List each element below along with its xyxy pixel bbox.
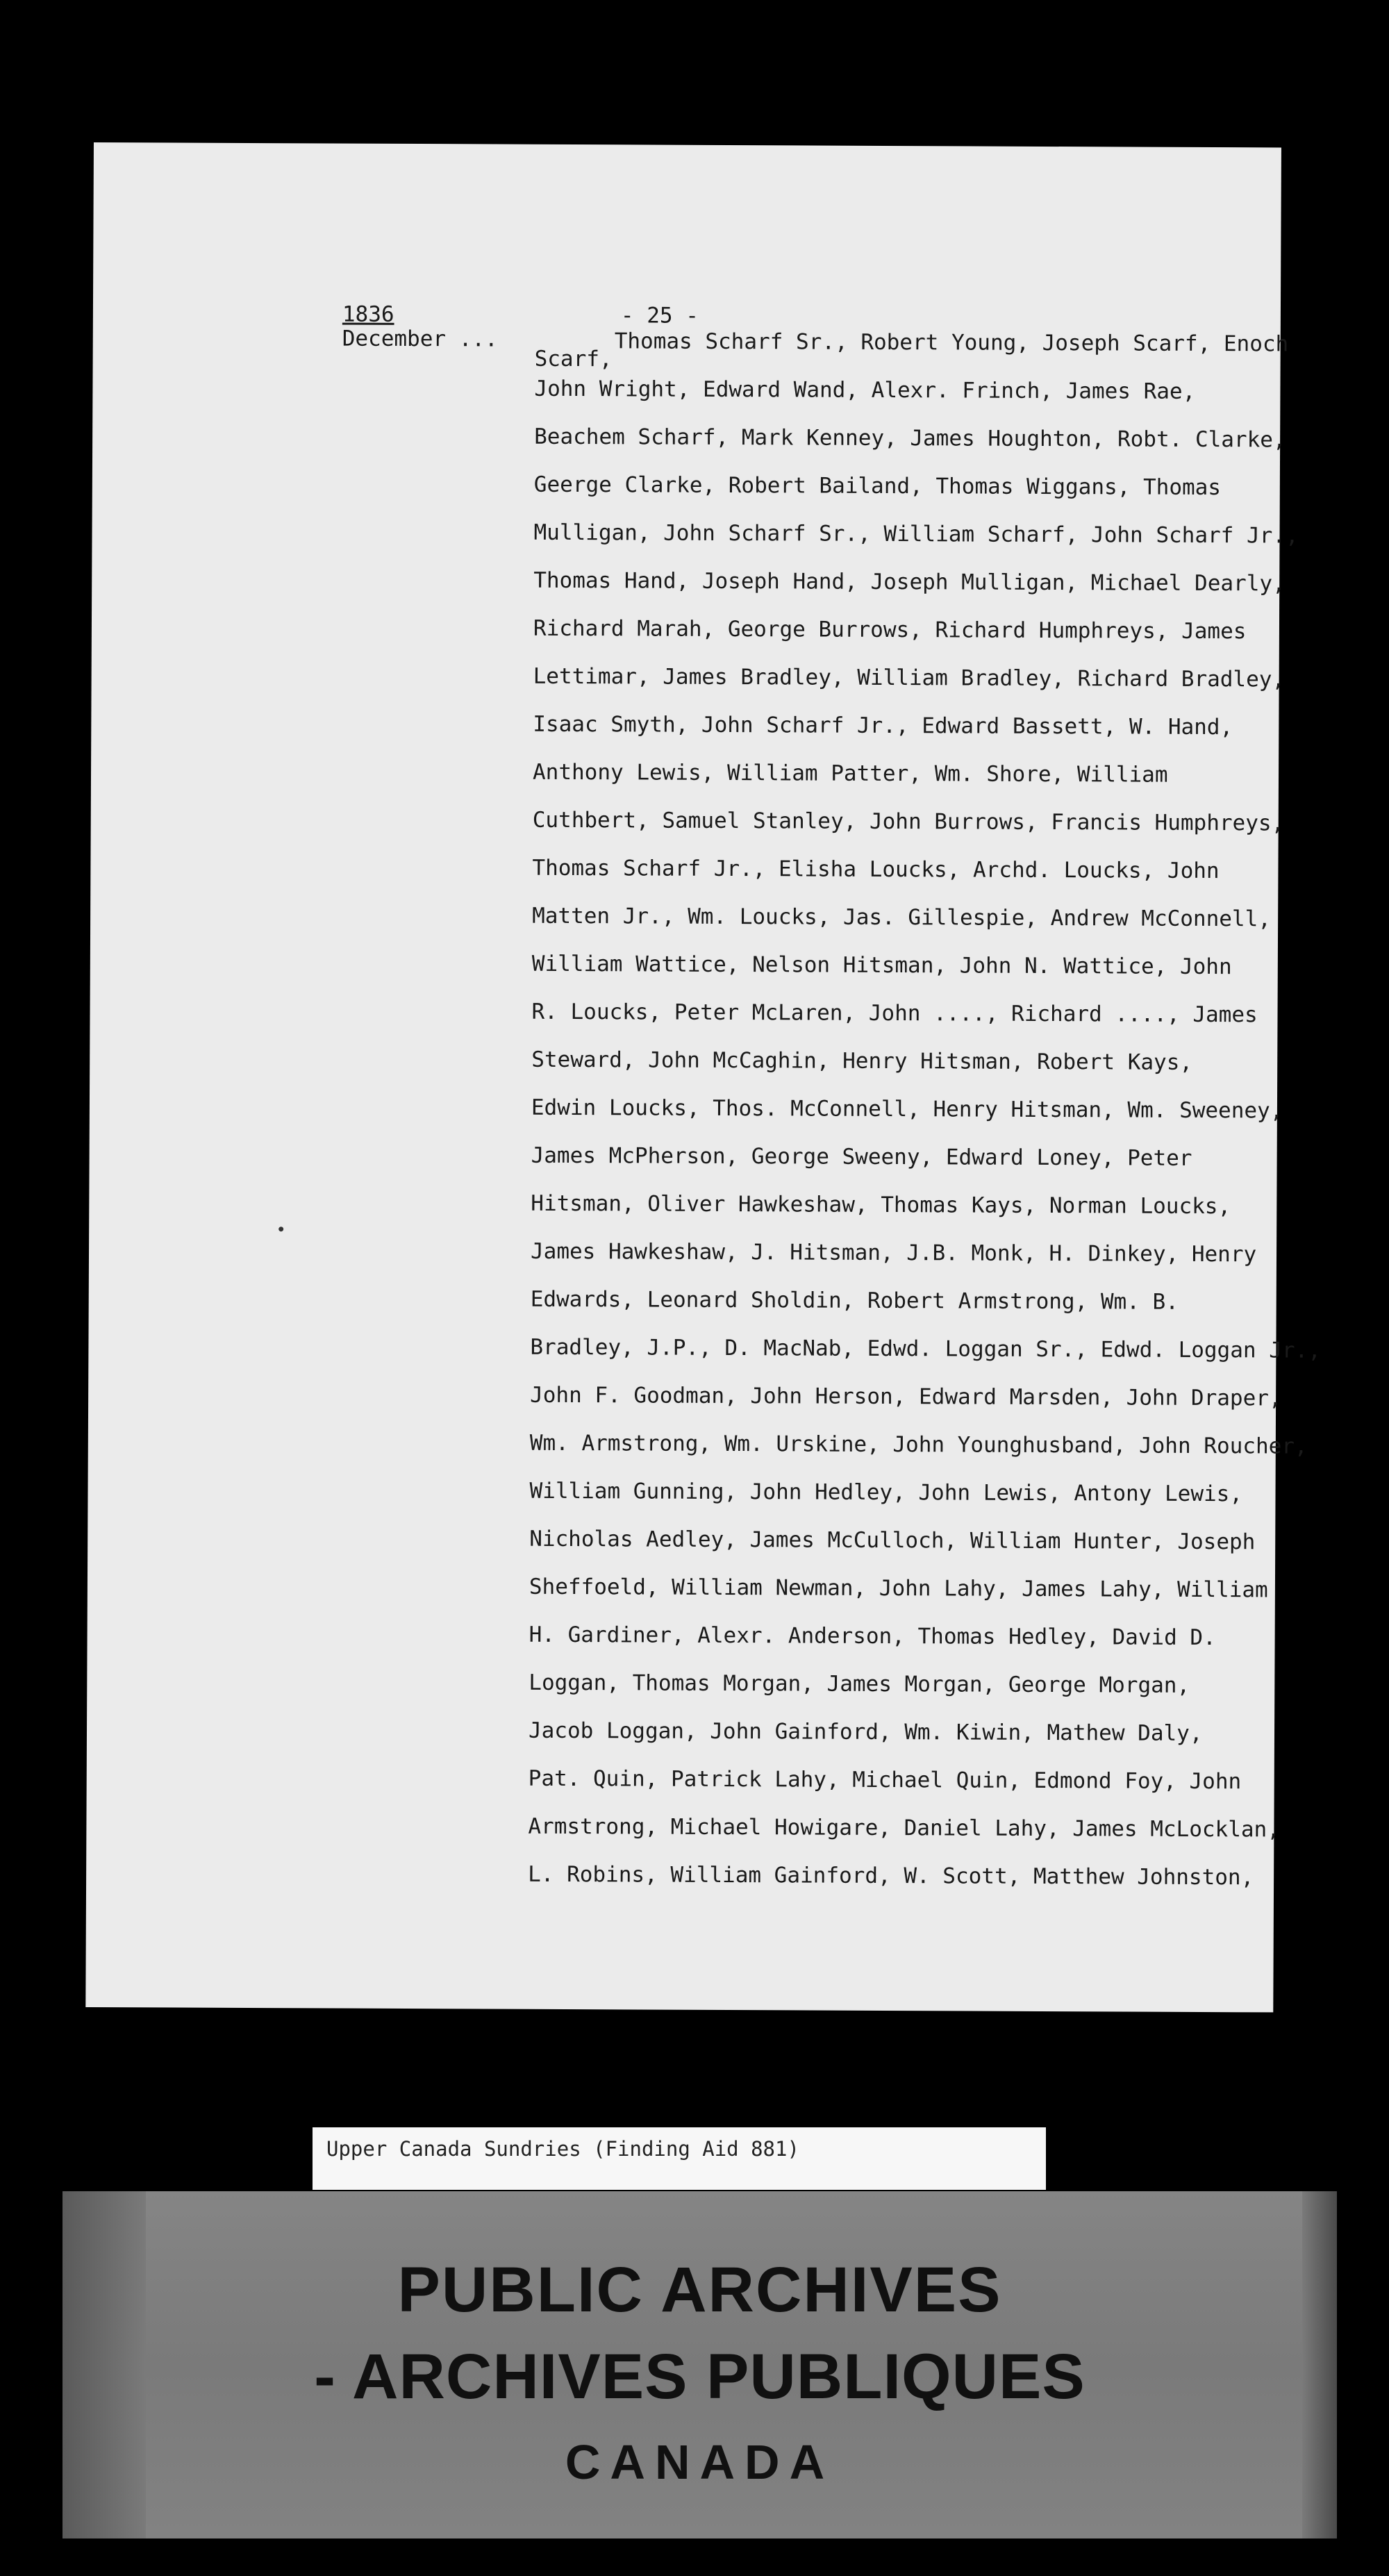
body-line: Jacob Loggan, John Gainford, Wm. Kiwin, Mathew Daly, <box>528 1718 1203 1746</box>
finding-aid-label: Upper Canada Sundries (Finding Aid 881) <box>313 2127 1046 2190</box>
month-heading: December ... <box>342 326 498 352</box>
year-heading: 1836 <box>342 301 394 327</box>
body-line: Loggan, Thomas Morgan, James Morgan, George Morgan, <box>529 1670 1190 1698</box>
body-line: Lettimar, James Bradley, William Bradley, Richard Bradley, <box>533 663 1286 692</box>
body-line: Edwards, Leonard Sholdin, Robert Armstrong, Wm. B. <box>530 1286 1179 1315</box>
body-line: James McPherson, George Sweeny, Edward Loney, Peter <box>531 1142 1192 1171</box>
name-list-body <box>528 329 1321 1891</box>
page-number: - 25 - <box>620 303 699 329</box>
body-line: Thomas Hand, Joseph Hand, Joseph Mulligan, Michael Dearly, <box>533 567 1286 597</box>
document-page <box>85 142 1321 2012</box>
body-line: Pat. Quin, Patrick Lahy, Michael Quin, Edmond Foy, John <box>528 1765 1242 1795</box>
body-line: Anthony Lewis, William Patter, Wm. Shore, William <box>532 759 1168 788</box>
body-line: Thomas Scharf Jr., Elisha Loucks, Archd. Loucks, John <box>532 855 1220 884</box>
body-line: William Wattice, Nelson Hitsman, John N. Wattice, John <box>531 951 1232 980</box>
body-line: James Hawkeshaw, J. Hitsman, J.B. Monk, H. Dinkey, Henry <box>530 1238 1257 1268</box>
body-line: Steward, John McCaghin, Henry Hitsman, Robert Kays, <box>531 1047 1193 1075</box>
body-line: William Gunning, John Hedley, John Lewis, Antony Lewis, <box>529 1478 1243 1507</box>
body-line: Geerge Clarke, Robert Bailand, Thomas Wiggans, Thomas <box>533 472 1222 501</box>
body-line: Bradley, J.P., D. MacNab, Edwd. Loggan Sr., Edwd. Loggan Jr., <box>530 1334 1321 1363</box>
body-line: John Wright, Edward Wand, Alexr. Frinch, James Rae, <box>534 376 1196 404</box>
body-line: Sheffoeld, William Newman, John Lahy, James Lahy, William <box>529 1574 1268 1603</box>
body-line: Edwin Loucks, Thos. McConnell, Henry Hitsman, Wm. Sweeney, <box>531 1095 1283 1124</box>
body-line: Richard Marah, George Burrows, Richard Humphreys, James <box>533 615 1247 645</box>
paper-speck <box>278 1227 283 1231</box>
body-line: Beachem Scharf, Mark Kenney, James Houghton, Robt. Clarke, <box>534 424 1286 453</box>
archives-stamp <box>63 2191 1337 2538</box>
body-line: Nicholas Aedley, James McCulloch, William Hunter, Joseph <box>529 1526 1256 1555</box>
body-line: R. Loucks, Peter McLaren, John ...., Richard ...., James <box>531 999 1258 1028</box>
body-line: L. Robins, William Gainford, W. Scott, Matthew Johnston, <box>528 1861 1254 1891</box>
body-line: Cuthbert, Samuel Stanley, John Burrows, Francis Humphreys, <box>532 807 1285 836</box>
stamp-line-french: - ARCHIVES PUBLIQUES <box>314 2341 1086 2412</box>
body-line: Matten Jr., Wm. Loucks, Jas. Gillespie, Andrew McConnell, <box>532 903 1272 932</box>
body-line: H. Gardiner, Alexr. Anderson, Thomas Hedley, David D. <box>529 1622 1216 1651</box>
body-line: Thomas Scharf Sr., Robert Young, Joseph Scarf, Enoch <box>614 329 1289 357</box>
body-line: Isaac Smyth, John Scharf Jr., Edward Bassett, W. Hand, <box>533 711 1233 740</box>
body-line: Hitsman, Oliver Hawkeshaw, Thomas Kays, Norman Loucks, <box>531 1190 1231 1220</box>
body-line: Scarf, <box>534 346 613 372</box>
body-line: John F. Goodman, John Herson, Edward Marsden, John Draper, <box>530 1382 1282 1411</box>
stamp-line-country: CANADA <box>565 2435 835 2489</box>
stamp-line-english: PUBLIC ARCHIVES <box>397 2254 1002 2325</box>
body-line: Mulligan, John Scharf Sr., William Scharf, John Scharf Jr., <box>533 520 1299 549</box>
body-line: Armstrong, Michael Howigare, Daniel Lahy, James McLocklan, <box>528 1813 1280 1843</box>
body-line: Wm. Armstrong, Wm. Urskine, John Younghusband, John Roucher, <box>529 1430 1308 1459</box>
